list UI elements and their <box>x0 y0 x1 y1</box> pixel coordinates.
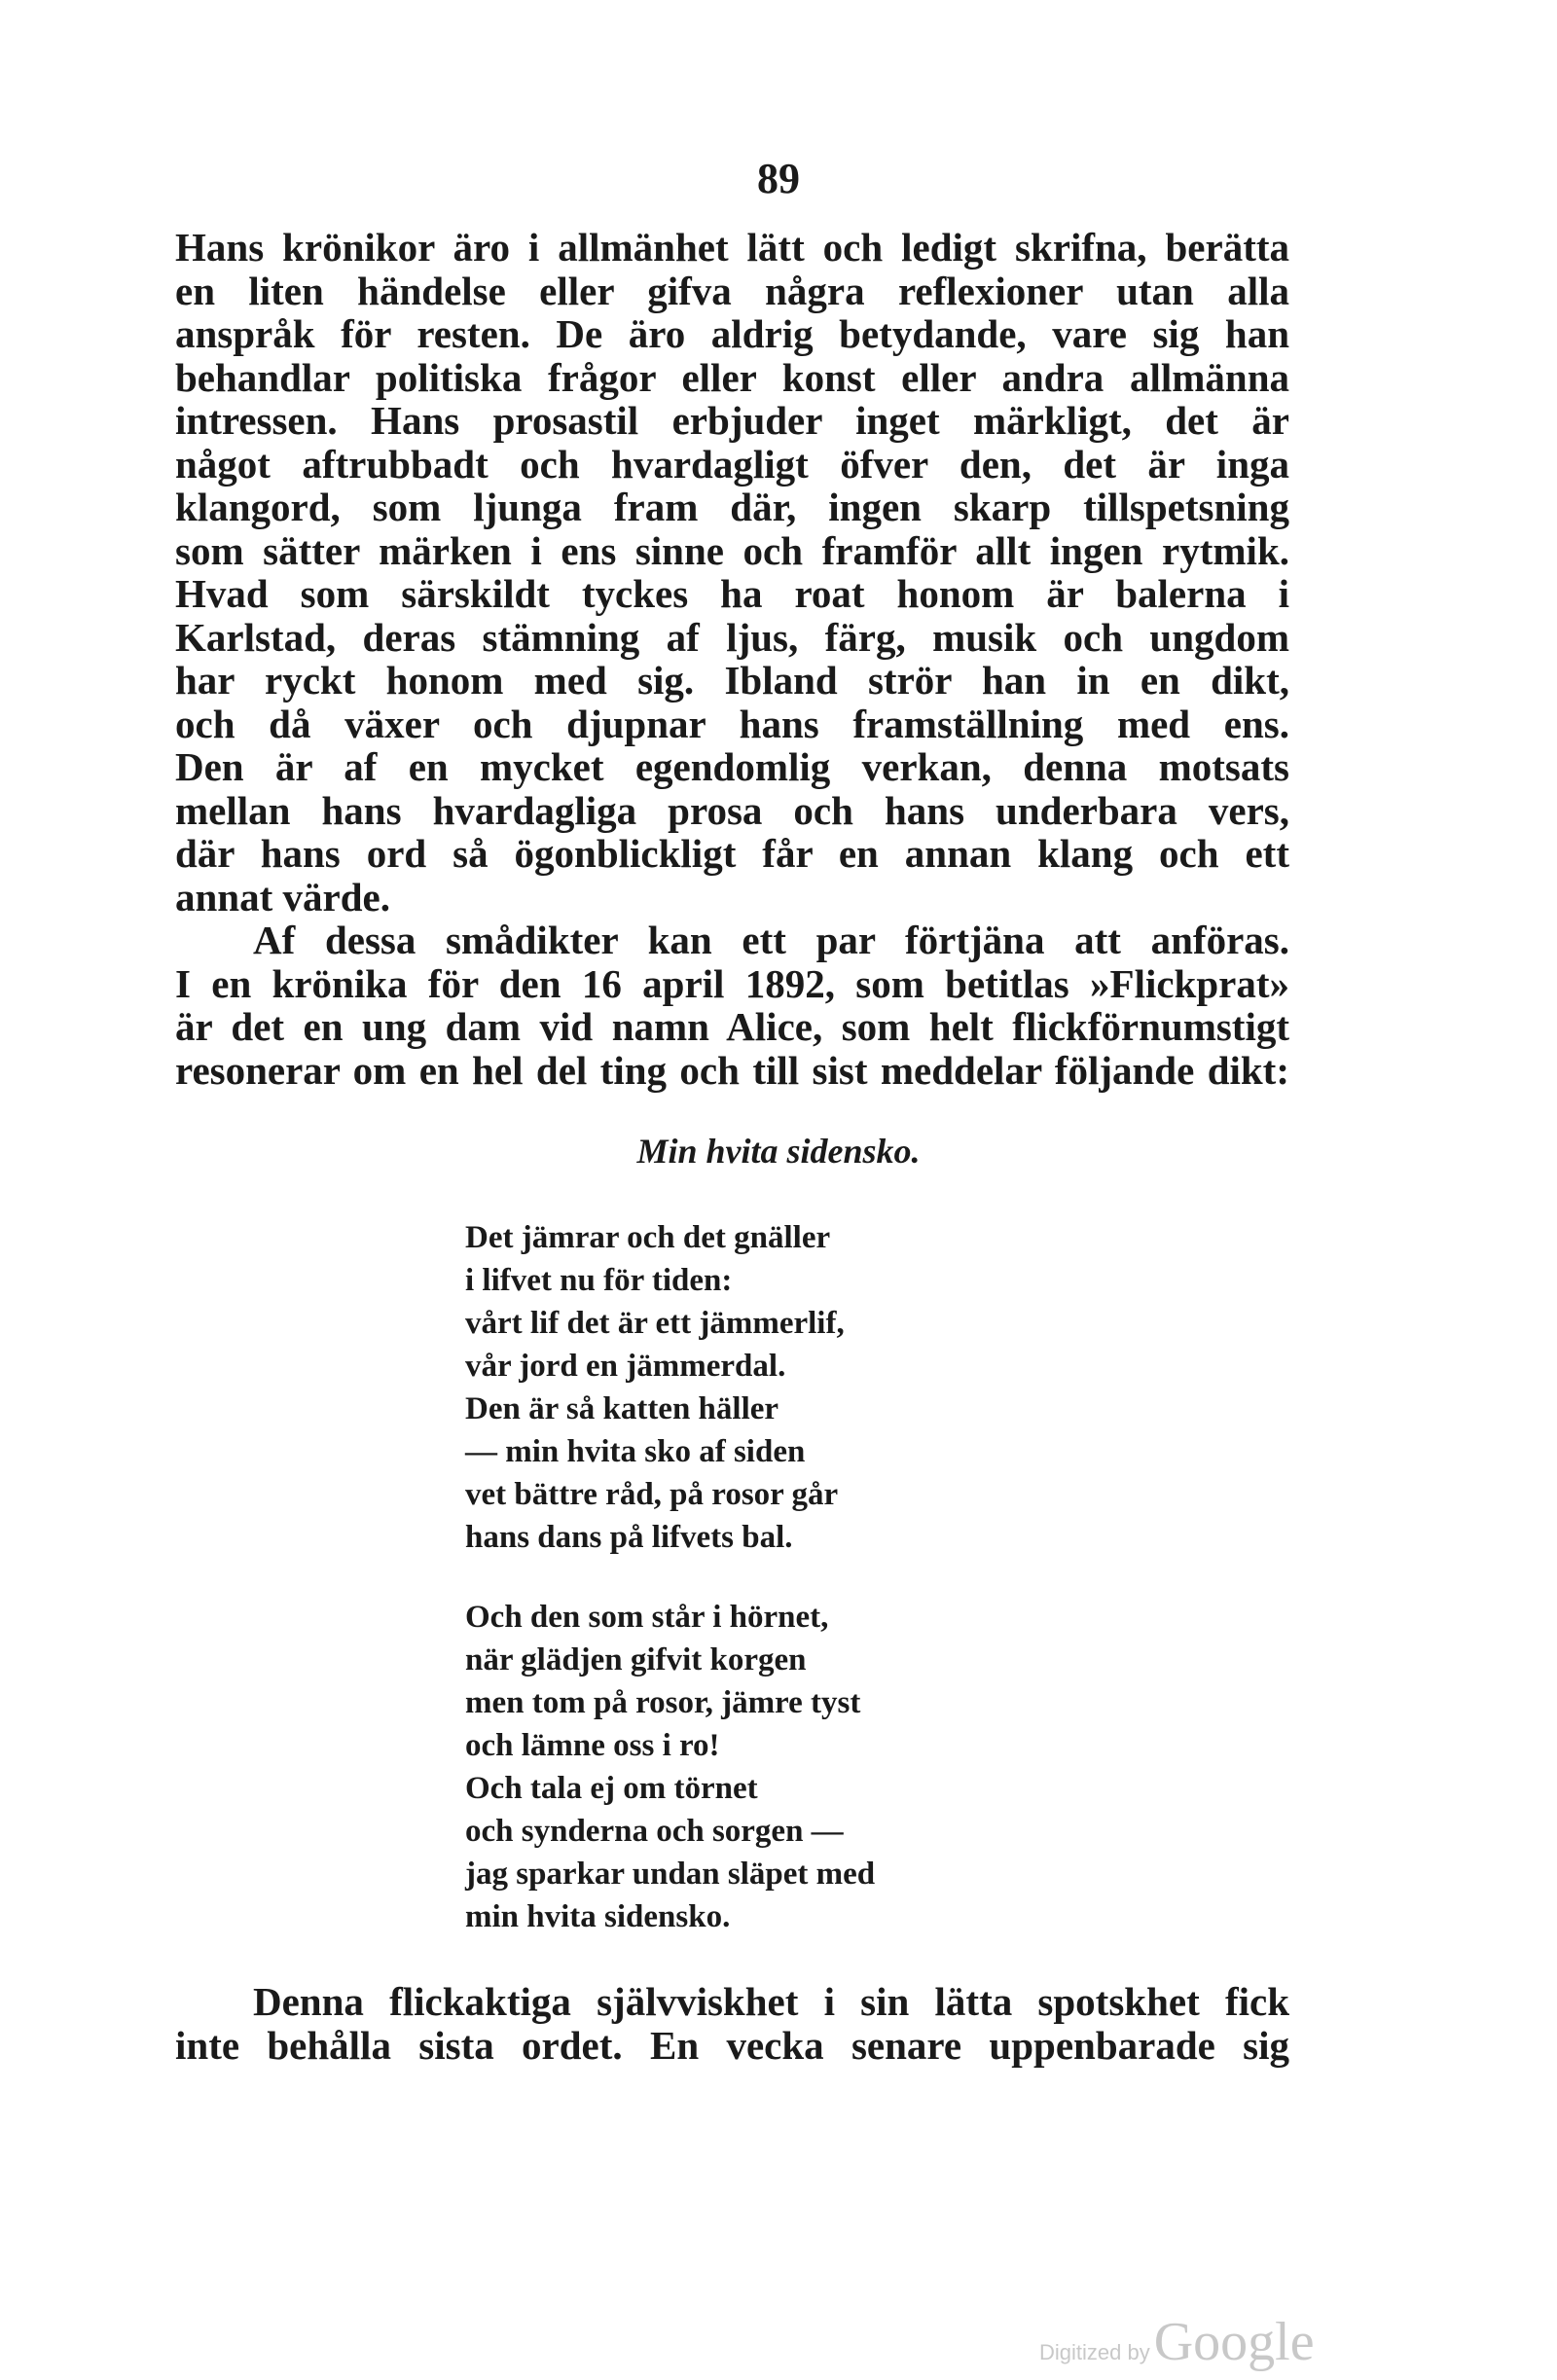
poem-line: jag sparkar undan släpet med <box>465 1857 876 1892</box>
prose-line: Karlstad, deras stämning af ljus, färg, musik och ungdom <box>175 614 1289 660</box>
poem-line: vet bättre råd, på rosor går <box>465 1477 839 1512</box>
poem-line: hans dans på lifvets bal. <box>465 1520 793 1555</box>
poem-line: Den är så katten häller <box>465 1391 779 1426</box>
prose-line: resonerar om en hel del ting och till sist meddelar följande dikt: <box>175 1047 1289 1093</box>
poem-line: Och tala ej om törnet <box>465 1771 758 1806</box>
prose-line: en liten händelse eller gifva några reflexioner utan alla <box>175 268 1289 313</box>
poem-line: i lifvet nu för tiden: <box>465 1263 733 1298</box>
prose-line: som sätter märken i ens sinne och framför allt ingen rytmik. <box>175 527 1289 573</box>
prose-line: något aftrubbadt och hvardagligt öfver den, det är inga <box>175 441 1289 487</box>
prose-line: mellan hans hvardagliga prosa och hans underbara vers, <box>175 787 1289 833</box>
poem-stanza-2 <box>465 1596 875 1938</box>
prose-block-bottom <box>175 1980 1289 2067</box>
prose-line: Den är af en mycket egendomlig verkan, denna motsats <box>175 744 1289 789</box>
prose-line: är det en ung dam vid namn Alice, som helt flickförnumstigt <box>175 1004 1289 1049</box>
prose-line: där hans ord så ögonblickligt får en annan klang och ett <box>175 831 1289 876</box>
prose-line: och då växer och djupnar hans framställning med ens. <box>175 701 1289 746</box>
prose-line: annat värde. <box>175 874 390 920</box>
poem-line: — min hvita sko af siden <box>465 1434 806 1469</box>
poem-line: Det jämrar och det gnäller <box>465 1220 831 1255</box>
poem-title: Min hvita sidensko. <box>636 1132 921 1171</box>
prose-line: Hans krönikor äro i allmänhet lätt och ledigt skrifna, berätta <box>175 225 1289 270</box>
prose-line: Denna flickaktiga självviskhet i sin lätta spotskhet fick <box>253 1979 1289 2024</box>
watermark-prefix: Digitized by <box>1039 2340 1150 2364</box>
poem-line: min hvita sidensko. <box>465 1899 731 1934</box>
poem-line: och synderna och sorgen — <box>465 1814 844 1849</box>
digitized-watermark <box>1039 2311 1315 2373</box>
prose-line: Af dessa smådikter kan ett par förtjäna att anföras. <box>253 918 1289 962</box>
poem-line: Och den som står i hörnet, <box>465 1600 829 1635</box>
prose-line: I en krönika för den 16 april 1892, som betitlas »Flickprat» <box>175 960 1289 1006</box>
poem-line: och lämne oss i ro! <box>465 1728 720 1763</box>
prose-line: har ryckt honom med sig. Ibland strör han in en dikt, <box>175 658 1289 703</box>
page-number: 89 <box>757 155 800 202</box>
prose-line: intressen. Hans prosastil erbjuder inget märkligt, det är <box>175 398 1289 443</box>
watermark-brand: Google <box>1153 2312 1315 2372</box>
prose-line: klangord, som ljunga fram där, ingen skarp tillspetsning <box>175 485 1289 529</box>
prose-line: anspråk för resten. De äro aldrig betydande, vare sig han <box>175 311 1289 356</box>
poem-stanza-1 <box>465 1216 845 1559</box>
poem-line: när glädjen gifvit korgen <box>465 1642 807 1677</box>
poem-line: vårt lif det är ett jämmerlif, <box>465 1306 845 1341</box>
poem-line: vår jord en jämmerdal. <box>465 1349 786 1384</box>
prose-line: behandlar politiska frågor eller konst eller andra allmänna <box>175 354 1289 400</box>
prose-line: inte behålla sista ordet. En vecka senare uppenbarade sig <box>175 2022 1289 2068</box>
prose-block-top <box>175 226 1289 1092</box>
poem-line: men tom på rosor, jämre tyst <box>465 1685 861 1720</box>
prose-line: Hvad som särskildt tyckes ha roat honom är balerna i <box>175 571 1289 616</box>
